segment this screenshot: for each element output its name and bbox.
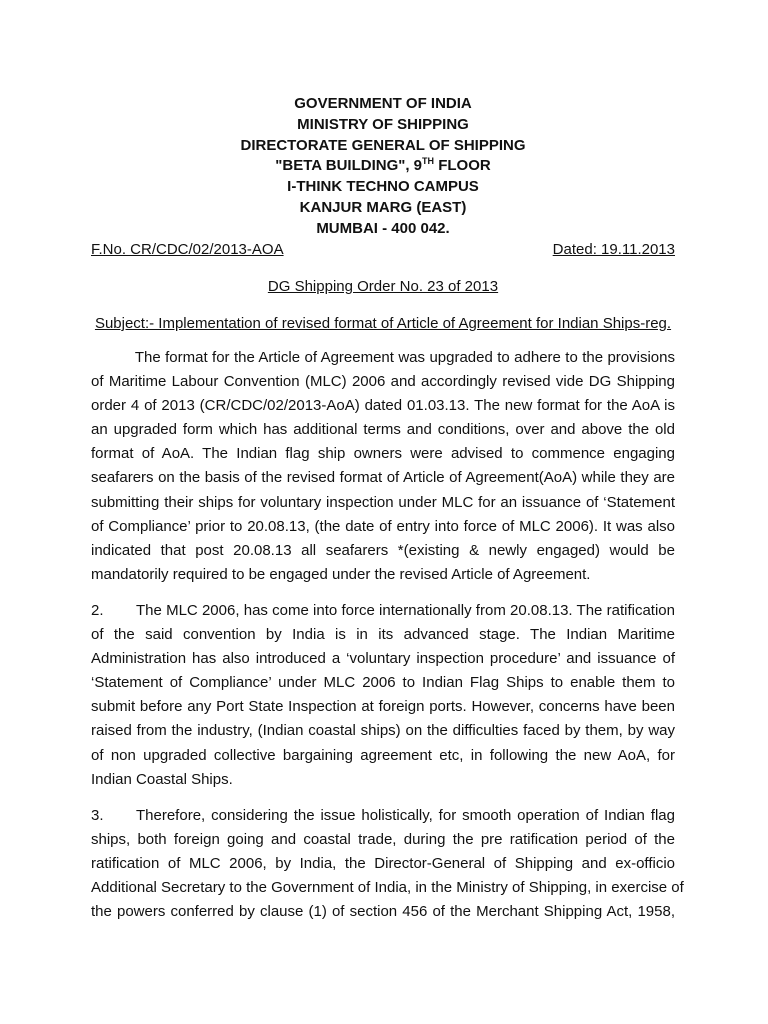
order-title-text: DG Shipping Order No. 23 of 2013 bbox=[267, 278, 499, 295]
paragraph-line bbox=[91, 599, 675, 623]
paragraph-line: ratification of MLC 2006, by India, the Director-General of Shipping and ex-officio bbox=[91, 855, 675, 873]
letterhead bbox=[91, 94, 675, 240]
paragraph-line-text: Therefore, considering the issue holistically, for smooth operation of Indian flag bbox=[136, 807, 675, 824]
order-title bbox=[91, 277, 675, 297]
paragraph-line: the powers conferred by clause (1) of section 456 of the Merchant Shipping Act, 1958, bbox=[91, 903, 675, 921]
paragraph-line: The format for the Article of Agreement was upgraded to adhere to the provisions bbox=[91, 349, 675, 366]
paragraph-line: of non upgraded collective bargaining agreement etc, in following the new AoA, for bbox=[91, 746, 675, 764]
paragraph-line: Indian Coastal Ships. bbox=[91, 770, 233, 788]
subject-line bbox=[91, 314, 675, 334]
file-number: F.No. CR/CDC/02/2013-AOA bbox=[91, 241, 284, 258]
paragraph-line: an upgraded form which has additional terms and conditions, over and above the old bbox=[91, 421, 675, 439]
paragraph-line: order 4 of 2013 (CR/CDC/02/2013-AoA) dated 01.03.13. The new format for the AoA is bbox=[91, 397, 675, 415]
letterhead-government: GOVERNMENT OF INDIA bbox=[294, 95, 472, 112]
letterhead-ministry: MINISTRY OF SHIPPING bbox=[297, 115, 469, 133]
reference-line bbox=[91, 240, 675, 260]
paragraph-line: submitting their ships for voluntary inspection under MLC for an issuance of ‘Statement bbox=[91, 493, 675, 511]
subject-text: Subject:- Implementation of revised format of Article of Agreement for Indian Ships-reg. bbox=[94, 315, 672, 332]
paragraph-line: of Compliance’ prior to 20.08.13, (the date of entry into force of MLC 2006). It was also bbox=[91, 517, 675, 535]
paragraph-line: ‘Statement of Compliance’ under MLC 2006 to Indian Flag Ships to enable them to bbox=[91, 674, 675, 692]
paragraph-line: format of AoA. The Indian flag ship owners were advised to commence engaging bbox=[91, 445, 675, 463]
paragraph-number: 3. bbox=[91, 807, 104, 824]
paragraph-2 bbox=[91, 599, 675, 792]
paragraph-line: Additional Secretary to the Government of India, in the Ministry of Shipping, in exercise of bbox=[91, 879, 684, 897]
paragraph-line: seafarers on the basis of the revised format of Article of Agreement(AoA) while they are bbox=[91, 469, 675, 487]
letterhead-city: MUMBAI - 400 042. bbox=[316, 219, 450, 237]
paragraph-line: of Maritime Labour Convention (MLC) 2006 and accordingly revised vide DG Shipping bbox=[91, 373, 675, 391]
paragraph-line: Administration has also introduced a ‘voluntary inspection procedure’ and issuance of bbox=[91, 650, 675, 668]
letterhead-locality: KANJUR MARG (EAST) bbox=[299, 198, 467, 216]
paragraph-number: 2. bbox=[91, 602, 104, 619]
paragraph-line-text: The MLC 2006, has come into force internationally from 20.08.13. The ratification bbox=[136, 602, 675, 619]
letterhead-directorate: DIRECTORATE GENERAL OF SHIPPING bbox=[240, 136, 526, 154]
paragraph-3 bbox=[91, 804, 684, 924]
floor-superscript: TH bbox=[422, 156, 435, 167]
paragraph-line: raised from the industry, (Indian coastal ships) on the difficulties faced by them, by way bbox=[91, 722, 675, 740]
paragraph-line bbox=[91, 804, 675, 828]
paragraph-line: ships, both foreign going and coastal trade, during the pre ratification period of the bbox=[91, 831, 675, 849]
paragraph-1 bbox=[91, 346, 675, 587]
date: Dated: 19.11.2013 bbox=[552, 241, 675, 258]
floor-label: FLOOR bbox=[434, 157, 491, 175]
letterhead-building bbox=[91, 156, 675, 177]
building-name: "BETA BUILDING", 9 bbox=[275, 157, 423, 175]
paragraph-line: indicated that post 20.08.13 all seafarers *(existing & newly engaged) would be bbox=[91, 541, 675, 559]
letterhead-campus: I-THINK TECHNO CAMPUS bbox=[287, 178, 479, 196]
paragraph-line: of the said convention by India is in its advanced stage. The Indian Maritime bbox=[91, 626, 675, 644]
paragraph-line: submit before any Port State Inspection at foreign ports. However, concerns have been bbox=[91, 698, 675, 716]
paragraph-line: mandatorily required to be engaged under the revised Article of Agreement. bbox=[91, 565, 591, 583]
